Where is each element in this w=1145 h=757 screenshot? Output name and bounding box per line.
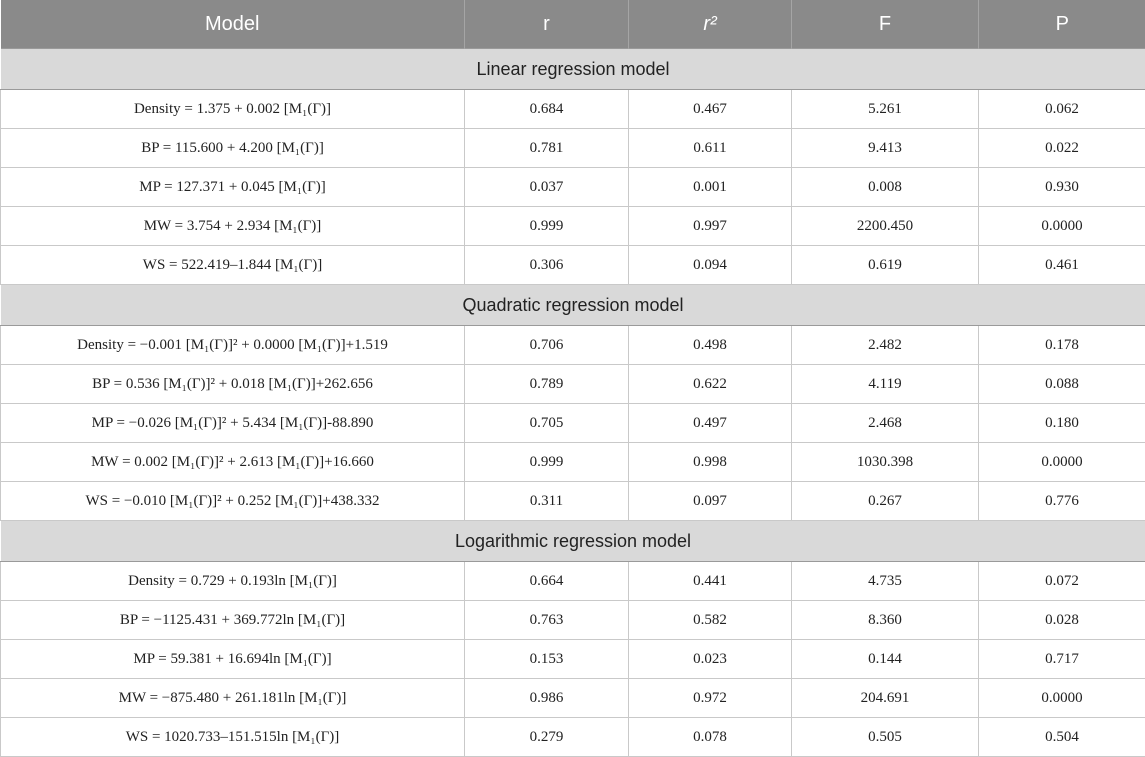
cell-r: 0.706: [465, 326, 629, 365]
cell-model: MP = 127.371 + 0.045 [M₁(Γ)]: [1, 168, 465, 207]
cell-r: 0.664: [465, 562, 629, 601]
table-row: [1, 718, 1145, 757]
table-row: [1, 129, 1145, 168]
cell-r: 0.279: [465, 718, 629, 757]
cell-model: MP = −0.026 [M₁(Γ)]² + 5.434 [M₁(Γ)]-88.890: [1, 404, 465, 443]
cell-r: 0.999: [465, 443, 629, 482]
cell-model: BP = 115.600 + 4.200 [M₁(Γ)]: [1, 129, 465, 168]
cell-r: 0.705: [465, 404, 629, 443]
section-row: [1, 49, 1145, 90]
cell-r-squared: 0.078: [629, 718, 792, 757]
cell-f: 2.482: [792, 326, 979, 365]
cell-r-squared: 0.972: [629, 679, 792, 718]
cell-r: 0.684: [465, 90, 629, 129]
cell-p: 0.072: [979, 562, 1145, 601]
table-row: [1, 601, 1145, 640]
section-row: [1, 521, 1145, 562]
cell-f: 0.505: [792, 718, 979, 757]
table-row: [1, 326, 1145, 365]
table-row: [1, 365, 1145, 404]
header-r-squared: r²: [629, 0, 792, 49]
cell-p: 0.0000: [979, 443, 1145, 482]
cell-r: 0.789: [465, 365, 629, 404]
cell-p: 0.930: [979, 168, 1145, 207]
cell-r-squared: 0.097: [629, 482, 792, 521]
header-r: r: [465, 0, 629, 49]
cell-model: WS = −0.010 [M₁(Γ)]² + 0.252 [M₁(Γ)]+438.332: [1, 482, 465, 521]
cell-r-squared: 0.611: [629, 129, 792, 168]
cell-r-squared: 0.023: [629, 640, 792, 679]
cell-p: 0.776: [979, 482, 1145, 521]
cell-r-squared: 0.997: [629, 207, 792, 246]
cell-r: 0.986: [465, 679, 629, 718]
cell-r: 0.781: [465, 129, 629, 168]
table-row: [1, 246, 1145, 285]
cell-p: 0.717: [979, 640, 1145, 679]
cell-p: 0.178: [979, 326, 1145, 365]
cell-f: 0.008: [792, 168, 979, 207]
table-row: [1, 207, 1145, 246]
cell-model: MW = −875.480 + 261.181ln [M₁(Γ)]: [1, 679, 465, 718]
cell-r: 0.153: [465, 640, 629, 679]
section-row: [1, 285, 1145, 326]
section-title: Quadratic regression model: [1, 285, 1145, 326]
cell-r: 0.037: [465, 168, 629, 207]
cell-r: 0.306: [465, 246, 629, 285]
cell-p: 0.0000: [979, 207, 1145, 246]
table-row: [1, 640, 1145, 679]
table-row: [1, 90, 1145, 129]
cell-r: 0.999: [465, 207, 629, 246]
cell-f: 2200.450: [792, 207, 979, 246]
cell-f: 8.360: [792, 601, 979, 640]
cell-r-squared: 0.582: [629, 601, 792, 640]
cell-model: MW = 3.754 + 2.934 [M₁(Γ)]: [1, 207, 465, 246]
cell-r-squared: 0.441: [629, 562, 792, 601]
table-row: [1, 404, 1145, 443]
cell-model: Density = 1.375 + 0.002 [M₁(Γ)]: [1, 90, 465, 129]
cell-f: 4.119: [792, 365, 979, 404]
cell-model: Density = −0.001 [M₁(Γ)]² + 0.0000 [M₁(Γ)]+1.519: [1, 326, 465, 365]
table-row: [1, 443, 1145, 482]
cell-p: 0.504: [979, 718, 1145, 757]
cell-p: 0.088: [979, 365, 1145, 404]
cell-model: BP = −1125.431 + 369.772ln [M₁(Γ)]: [1, 601, 465, 640]
section-title: Linear regression model: [1, 49, 1145, 90]
cell-p: 0.028: [979, 601, 1145, 640]
cell-model: BP = 0.536 [M₁(Γ)]² + 0.018 [M₁(Γ)]+262.656: [1, 365, 465, 404]
cell-f: 4.735: [792, 562, 979, 601]
cell-p: 0.0000: [979, 679, 1145, 718]
table-row: [1, 482, 1145, 521]
cell-f: 0.144: [792, 640, 979, 679]
cell-f: 0.267: [792, 482, 979, 521]
cell-model: Density = 0.729 + 0.193ln [M₁(Γ)]: [1, 562, 465, 601]
cell-r-squared: 0.622: [629, 365, 792, 404]
header-row: [1, 0, 1145, 49]
cell-f: 1030.398: [792, 443, 979, 482]
header-model: Model: [1, 0, 465, 49]
cell-r-squared: 0.497: [629, 404, 792, 443]
cell-model: WS = 522.419–1.844 [M₁(Γ)]: [1, 246, 465, 285]
cell-f: 5.261: [792, 90, 979, 129]
cell-f: 2.468: [792, 404, 979, 443]
cell-f: 204.691: [792, 679, 979, 718]
cell-p: 0.180: [979, 404, 1145, 443]
cell-r: 0.763: [465, 601, 629, 640]
header-p: P: [979, 0, 1145, 49]
cell-p: 0.461: [979, 246, 1145, 285]
table-row: [1, 679, 1145, 718]
cell-r-squared: 0.094: [629, 246, 792, 285]
cell-f: 0.619: [792, 246, 979, 285]
header-f: F: [792, 0, 979, 49]
cell-f: 9.413: [792, 129, 979, 168]
table-row: [1, 168, 1145, 207]
cell-r-squared: 0.998: [629, 443, 792, 482]
cell-model: MW = 0.002 [M₁(Γ)]² + 2.613 [M₁(Γ)]+16.660: [1, 443, 465, 482]
cell-r: 0.311: [465, 482, 629, 521]
cell-r-squared: 0.001: [629, 168, 792, 207]
cell-model: WS = 1020.733–151.515ln [M₁(Γ)]: [1, 718, 465, 757]
cell-model: MP = 59.381 + 16.694ln [M₁(Γ)]: [1, 640, 465, 679]
cell-r-squared: 0.467: [629, 90, 792, 129]
section-title: Logarithmic regression model: [1, 521, 1145, 562]
cell-p: 0.062: [979, 90, 1145, 129]
table-row: [1, 562, 1145, 601]
cell-r-squared: 0.498: [629, 326, 792, 365]
cell-p: 0.022: [979, 129, 1145, 168]
